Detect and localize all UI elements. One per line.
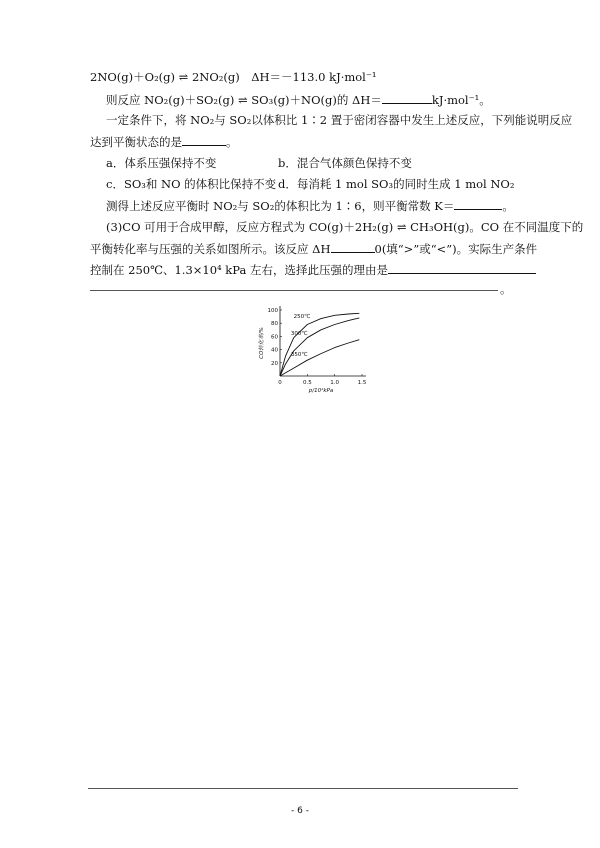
y-tick-label: 100: [267, 308, 278, 314]
equilibrium-intro: 一定条件下，将 NO₂与 SO₂以体积比 1∶2 置于密闭容器中发生上述反应，下列能说明反应: [106, 113, 573, 127]
delta-h-question-text: 则反应 NO₂(g)＋SO₂(g) ⇌ SO₃(g)＋NO(g)的 ΔH＝: [106, 93, 382, 107]
equilibrium-question: [90, 134, 238, 149]
k-question-end: 。: [502, 199, 514, 213]
series-line-250℃: [280, 313, 359, 376]
y-tick-label: 40: [271, 347, 278, 354]
delta-h-blank[interactable]: [382, 92, 432, 104]
y-axis-label: CO转化率/%: [259, 327, 265, 359]
y-tick-label: 80: [271, 321, 278, 328]
equation-line: 2NO(g)＋O₂(g) ⇌ 2NO₂(g) ΔH＝－113.0 kJ·mol⁻¹: [90, 70, 377, 84]
x-tick-label: 1.5: [357, 380, 367, 386]
part3-reason: [90, 262, 536, 277]
series-label: 300℃: [290, 331, 308, 338]
part3-delta-h-blank[interactable]: [331, 241, 375, 253]
part3-reason-blank[interactable]: [388, 262, 536, 274]
option-a: a．体系压强保持不变: [106, 156, 217, 170]
co-conversion-chart: [250, 300, 380, 394]
x-tick-label: 0: [278, 380, 282, 386]
answer-line[interactable]: [90, 290, 498, 291]
series-label: 250℃: [293, 313, 311, 320]
series-line-300℃: [280, 318, 359, 376]
delta-h-question: [106, 92, 491, 107]
y-tick-label: 20: [271, 360, 278, 367]
part3-delta-h-end: 0(填“>”或“<”)。实际生产条件: [374, 242, 538, 256]
part3-intro: (3)CO 可用于合成甲醇，反应方程式为 CO(g)＋2H₂(g) ⇌ CH₃OH(g)。CO 在不同温度下的: [106, 220, 584, 234]
equilibrium-question-end: 。: [226, 135, 238, 149]
part3-delta-h: [90, 241, 537, 256]
part3-reason-text: 控制在 250℃、1.3×10⁴ kPa 左右，选择此压强的理由是: [90, 263, 388, 277]
option-b: b．混合气体颜色保持不变: [278, 156, 412, 170]
page-number: - 6 -: [291, 806, 309, 816]
x-tick-label: 0.5: [302, 380, 312, 386]
answer-line-end: 。: [500, 282, 512, 296]
equilibrium-blank[interactable]: [182, 134, 226, 146]
k-question: [106, 198, 514, 213]
y-tick-label: 60: [271, 334, 278, 341]
option-d: d．每消耗 1 mol SO₃的同时生成 1 mol NO₂: [278, 177, 515, 191]
equilibrium-question-text: 达到平衡状态的是: [90, 135, 182, 149]
series-label: 350℃: [290, 352, 308, 359]
option-c: c．SO₃和 NO 的体积比保持不变: [106, 177, 277, 191]
x-tick-label: 1.0: [330, 380, 340, 386]
k-question-text: 测得上述反应平衡时 NO₂与 SO₂的体积比为 1∶6，则平衡常数 K＝: [106, 199, 455, 213]
delta-h-unit: kJ·mol⁻¹。: [431, 93, 491, 107]
k-blank[interactable]: [454, 198, 502, 210]
footer-rule: [88, 788, 518, 789]
x-axis-label: p/10⁴kPa: [308, 388, 334, 394]
part3-delta-h-text: 平衡转化率与压强的关系如图所示。该反应 ΔH: [90, 242, 331, 256]
